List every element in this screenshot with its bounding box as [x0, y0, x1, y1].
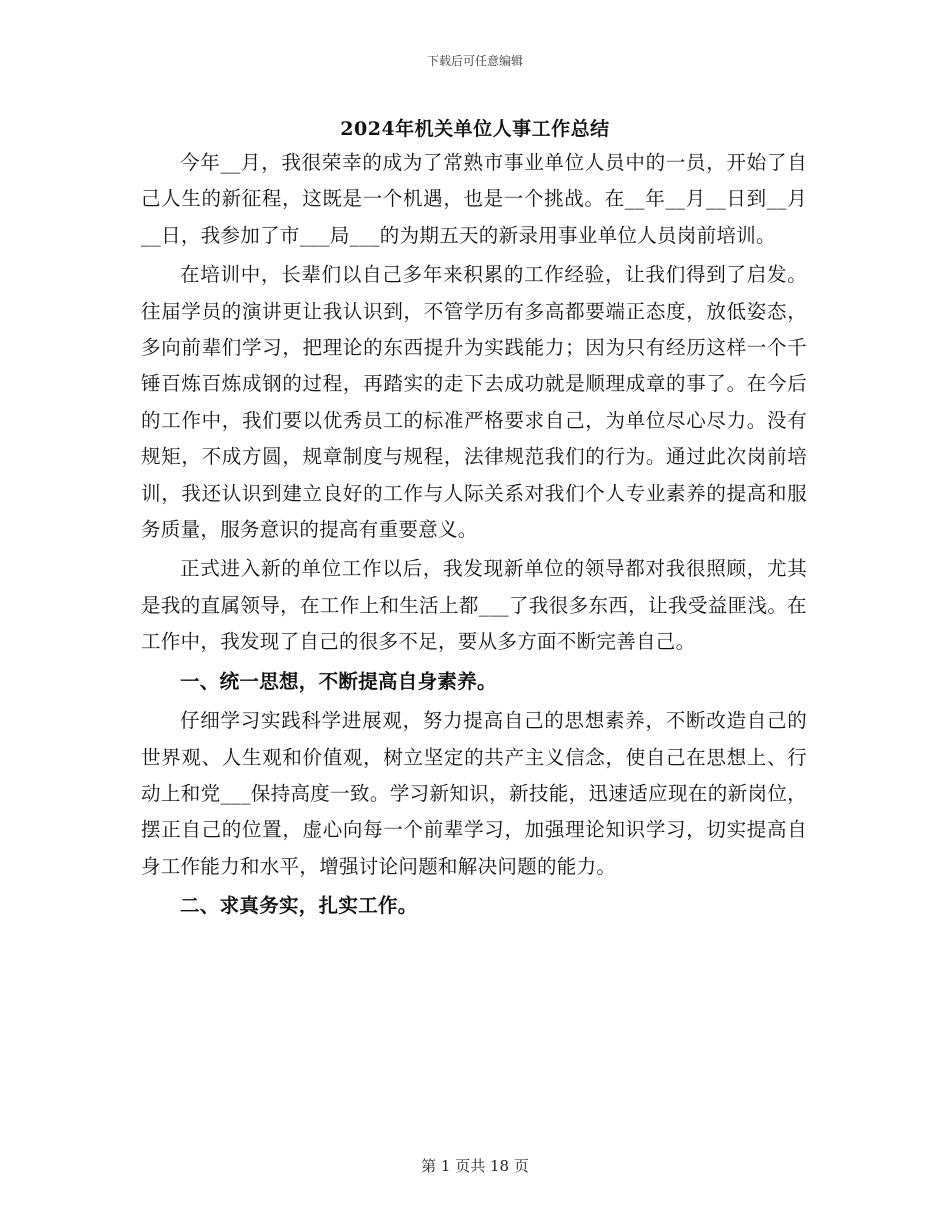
paragraph-training: 在培训中，长辈们以自己多年来积累的工作经验，让我们得到了启发。往届学员的演讲更让我认识到，不管学历有多高都要端正态度，放低姿态，多向前辈们学习，把理论的东西提升为实践能力；因为只有经历这样一个千锤百炼百炼成钢的过程，再踏实的走下去成功就是顺理成章的事了。在今后的工作中，我们要以优秀员工的标准严格要求自己，为单位尽心尽力。没有规矩，不成方圆，规章制度与规程，法律规范我们的行为。通过此次岗前培训，我还认识到建立良好的工作与人际关系对我们个人专业素养的提高和服务质量，服务意识的提高有重要意义。 — [141, 263, 807, 542]
paragraph-new-unit: 正式进入新的单位工作以后，我发现新单位的领导都对我很照顾，尤其是我的直属领导，在工作上和生活上都___了我很多东西，让我受益匪浅。在工作中，我发现了自己的很多不足，要从多方面不断完善自己。 — [141, 557, 807, 654]
page-footer: 第 1 页共 18 页 — [421, 1157, 529, 1175]
document-title: 2024年机关单位人事工作总结 — [340, 118, 610, 140]
paragraph-intro: 今年__月，我很荣幸的成为了常熟市事业单位人员中的一员，开始了自己人生的新征程，这既是一个机遇，也是一个挑战。在__年__月__日到__月__日，我参加了市___局___的为期五天的新录用事业单位人员岗前培训。 — [141, 151, 807, 247]
document-body — [141, 145, 807, 928]
page-header: 下载后可任意编辑 — [426, 54, 523, 68]
section-heading-2: 二、求真务实，扎实工作。 — [180, 894, 418, 918]
section-heading-1: 一、统一思想，不断提高自身素养。 — [180, 669, 497, 693]
paragraph-section-1: 仔细学习实践科学进展观，努力提高自己的思想素养，不断改造自己的世界观、人生观和价值观，树立坚定的共产主义信念，使自己在思想上、行动上和党___保持高度一致。学习新知识，新技能，迅速适应现在的新岗位，摆正自己的位置，虚心向每一个前辈学习，加强理论知识学习，切实提高自身工作能力和水平，增强讨论问题和解决问题的能力。 — [141, 709, 807, 878]
